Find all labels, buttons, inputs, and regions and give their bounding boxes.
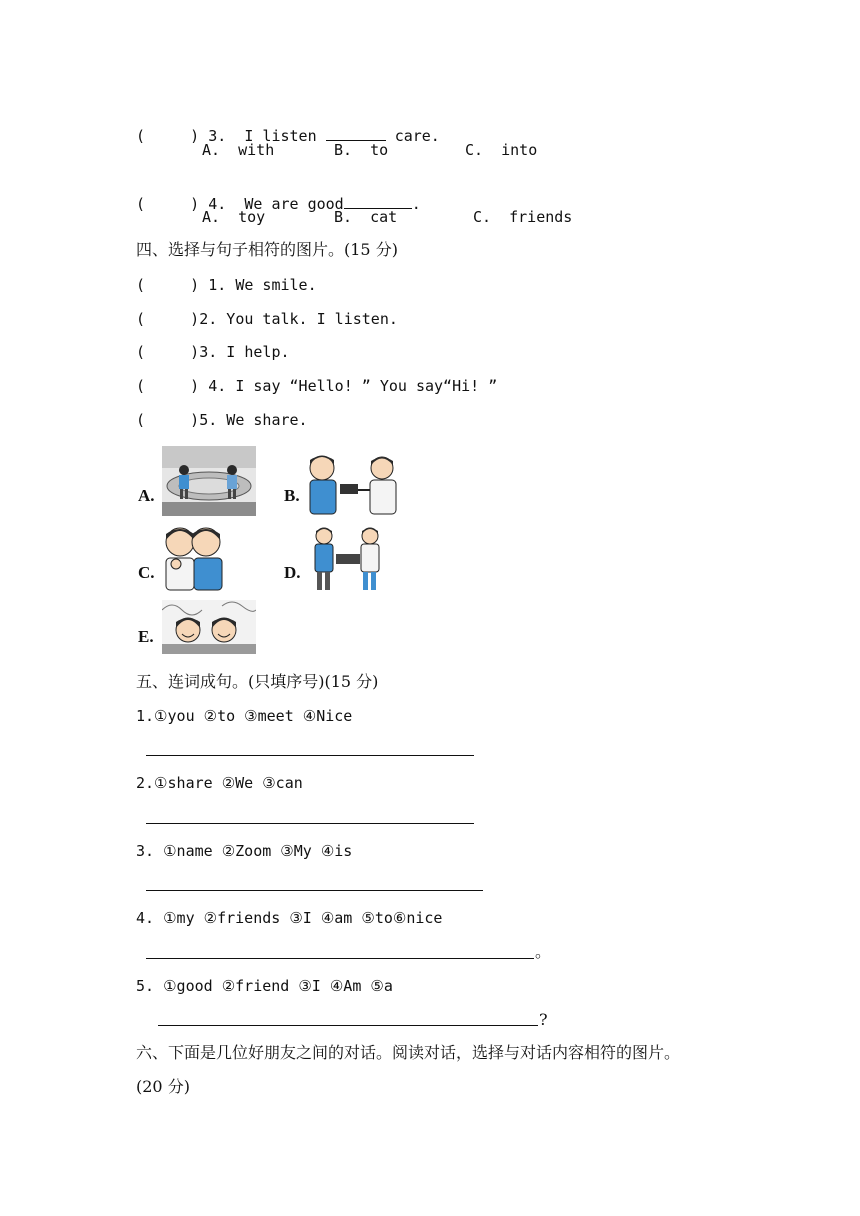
option-c: C. friends [473,208,573,226]
picture-label-c: C. [138,563,155,582]
question-number: 4. [208,195,227,213]
answer-line[interactable] [158,1025,538,1026]
answer-line[interactable] [146,890,483,891]
question-3 [136,106,440,146]
picture-label-d: D. [284,563,301,582]
section-4-item: ( )2. You talk. I listen. [136,310,398,328]
section-4-item: ( )3. I help. [136,343,290,361]
section-5-item: 1.①you ②to ③meet ④Nice [136,707,353,725]
picture-b-boys-sharing[interactable] [304,450,404,518]
option-c: C. into [465,141,538,159]
answer-paren: ( ) [136,195,200,213]
sentence-end-mark: ? [539,1010,548,1029]
answer-line[interactable] [146,958,534,959]
section-5-item: 5. ①good ②friend ③I ④Am ⑤a [136,977,393,995]
picture-label-a: A. [138,486,155,505]
section-5-title: 五、连词成句。(只填序号)(15 分) [136,672,379,691]
section-5-item: 4. ①my ②friends ③I ④am ⑤to⑥nice [136,909,443,927]
section-6-score: (20 分) [136,1077,190,1096]
question-text: We are good [244,195,344,213]
picture-d-kids-helping[interactable] [310,526,386,594]
section-6-title: 六、下面是几位好朋友之间的对话。阅读对话，选择与对话内容相符的图片。 [136,1043,681,1062]
question-number: 3. [208,127,227,145]
section-4-item: ( ) 4. I say “Hello! ” You say“Hi! ” [136,377,498,395]
question-text: I listen [244,127,317,145]
picture-c-boys-talking[interactable] [162,522,226,592]
picture-label-e: E. [138,627,154,646]
answer-line[interactable] [146,755,474,756]
question-text: care. [394,127,440,145]
option-a: A. with [202,141,275,159]
question-text: . [411,195,421,213]
section-4-item: ( )5. We share. [136,411,308,429]
section-5-item: 3. ①name ②Zoom ③My ④is [136,842,353,860]
picture-e-kids-smiling[interactable] [162,600,256,654]
picture-label-b: B. [284,486,300,505]
answer-line[interactable] [146,823,474,824]
section-4-item: ( ) 1. We smile. [136,276,317,294]
sentence-end-mark: 。 [535,942,552,961]
section-4-title: 四、选择与句子相符的图片。(15 分) [136,240,398,259]
option-b: B. cat [334,208,398,226]
section-5-item: 2.①share ②We ③can [136,774,303,792]
picture-a-two-kids-greeting[interactable] [162,446,256,516]
option-b: B. to [334,141,389,159]
answer-blank[interactable] [326,126,386,141]
option-a: A. toy [202,208,266,226]
answer-paren: ( ) [136,127,200,145]
